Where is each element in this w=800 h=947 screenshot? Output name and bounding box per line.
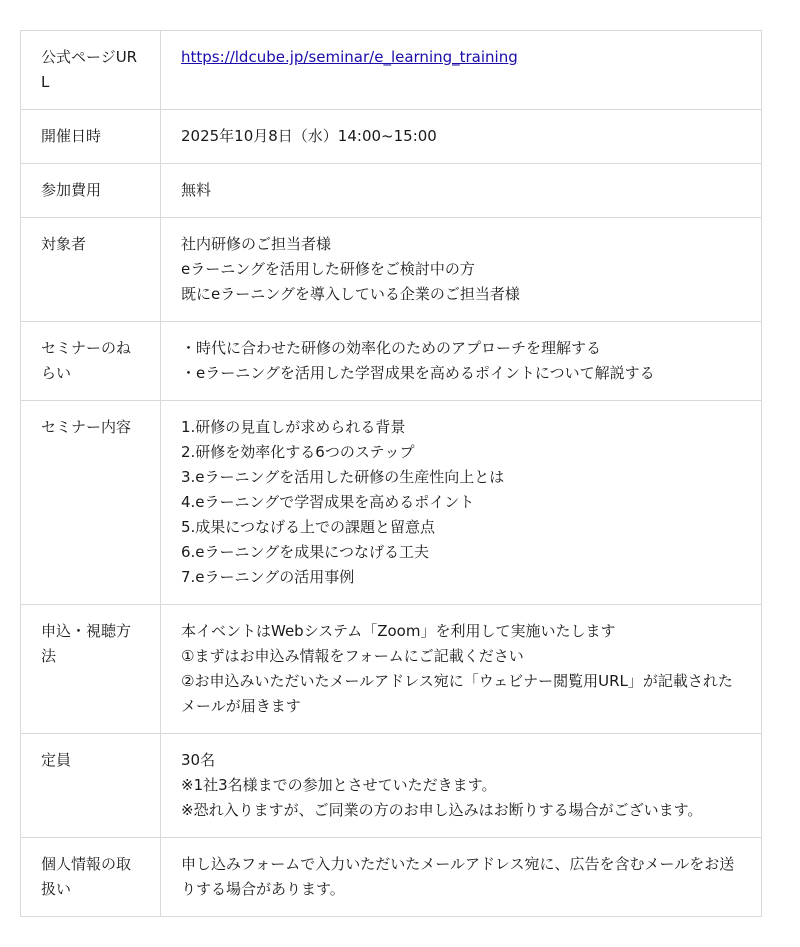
official-page-link[interactable]: https://ldcube.jp/seminar/e_learning_training bbox=[181, 48, 518, 66]
value-line: 5.成果につなげる上での課題と留意点 bbox=[181, 518, 436, 536]
value-line: ※1社3名様までの参加とさせていただきます。 bbox=[181, 776, 497, 794]
row-label: 対象者 bbox=[21, 218, 161, 322]
value-line: 無料 bbox=[181, 181, 212, 199]
value-line: ②お申込みいただいたメールアドレス宛に「ウェビナー閲覧用URL」が記載されたメールが届きます bbox=[181, 672, 733, 715]
value-line: 既にeラーニングを導入している企業のご担当者様 bbox=[181, 285, 520, 303]
value-line: 2.研修を効率化する6つのステップ bbox=[181, 443, 415, 461]
table-row bbox=[21, 401, 762, 605]
row-value bbox=[161, 838, 762, 917]
row-value bbox=[161, 164, 762, 218]
value-line: 1.研修の見直しが求められる背景 bbox=[181, 418, 406, 436]
row-label: 個人情報の取扱い bbox=[21, 838, 161, 917]
table-row bbox=[21, 838, 762, 917]
value-line: 社内研修のご担当者様 bbox=[181, 235, 332, 253]
table-row bbox=[21, 734, 762, 838]
row-label: セミナー内容 bbox=[21, 401, 161, 605]
value-line: 30名 bbox=[181, 751, 216, 769]
table-row bbox=[21, 605, 762, 734]
row-value bbox=[161, 110, 762, 164]
value-line: 7.eラーニングの活用事例 bbox=[181, 568, 355, 586]
table-row bbox=[21, 218, 762, 322]
value-line: ①まずはお申込み情報をフォームにご記載ください bbox=[181, 647, 524, 665]
row-label: 定員 bbox=[21, 734, 161, 838]
row-label: 申込・視聴方法 bbox=[21, 605, 161, 734]
value-line: 3.eラーニングを活用した研修の生産性向上とは bbox=[181, 468, 505, 486]
value-line: 6.eラーニングを成果につなげる工夫 bbox=[181, 543, 429, 561]
value-line: ・時代に合わせた研修の効率化のためのアプローチを理解する bbox=[181, 339, 602, 357]
value-line: eラーニングを活用した研修をご検討中の方 bbox=[181, 260, 475, 278]
value-line: 4.eラーニングで学習成果を高めるポイント bbox=[181, 493, 475, 511]
row-label: セミナーのねらい bbox=[21, 322, 161, 401]
row-value bbox=[161, 734, 762, 838]
table-row bbox=[21, 31, 762, 110]
value-line: ・eラーニングを活用した学習成果を高めるポイントについて解説する bbox=[181, 364, 655, 382]
row-value bbox=[161, 322, 762, 401]
table-row bbox=[21, 322, 762, 401]
table-row bbox=[21, 110, 762, 164]
value-line: 申し込みフォームで入力いただいたメールアドレス宛に、広告を含むメールをお送りする場合があります。 bbox=[181, 855, 735, 898]
row-label: 開催日時 bbox=[21, 110, 161, 164]
seminar-info-table bbox=[20, 30, 762, 917]
table-row bbox=[21, 164, 762, 218]
row-value bbox=[161, 605, 762, 734]
row-value bbox=[161, 31, 762, 110]
row-value bbox=[161, 401, 762, 605]
value-line: 2025年10月8日（水）14:00~15:00 bbox=[181, 127, 437, 145]
row-value bbox=[161, 218, 762, 322]
value-line: ※恐れ入りますが、ご同業の方のお申し込みはお断りする場合がございます。 bbox=[181, 801, 703, 819]
row-label: 公式ページURL bbox=[21, 31, 161, 110]
value-line: 本イベントはWebシステム「Zoom」を利用して実施いたします bbox=[181, 622, 616, 640]
row-label: 参加費用 bbox=[21, 164, 161, 218]
